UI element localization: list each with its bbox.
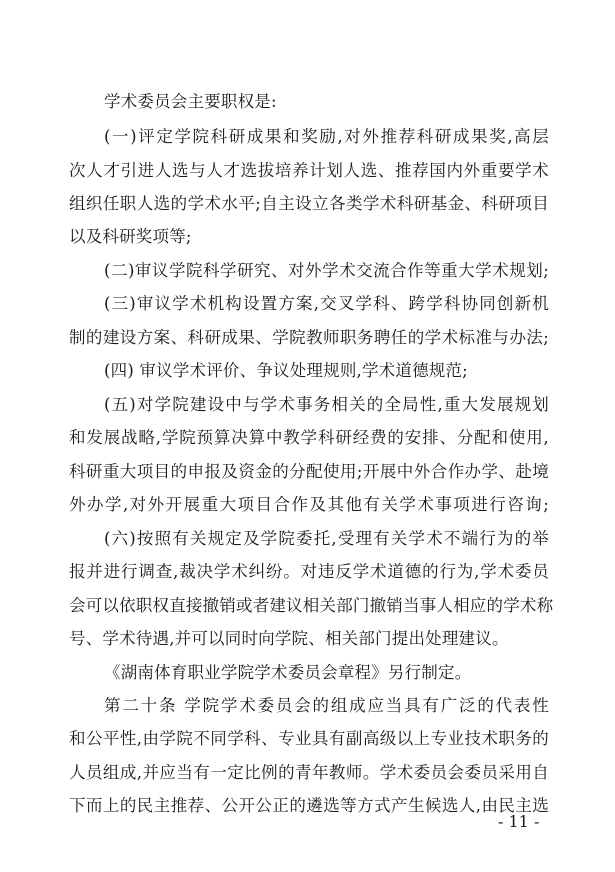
paragraph-line: 科研重大项目的申报及资金的分配使用;开展中外合作办学、赴境 [69,462,549,481]
paragraph-line: 人员组成,并应当有一定比例的青年教师。学术委员会委员采用自 [69,763,549,782]
paragraph-line: (四) 审议学术评价、争议处理规则,学术道德规范; [104,361,468,380]
paragraph-line: (一)评定学院科研成果和奖励,对外推荐科研成果奖,高层 [104,127,549,146]
paragraph-line: 和发展战略,学院预算决算中教学科研经费的安排、分配和使用, [69,428,549,447]
paragraph-line: 以及科研奖项等; [69,227,192,246]
paragraph-line: 报并进行调查,裁决学术纠纷。对违反学术道德的行为,学术委员 [69,562,549,581]
page-number: - 11 - [498,812,540,831]
paragraph-line: 下而上的民主推荐、公开公正的遴选等方式产生候选人,由民主选 [69,796,549,815]
paragraph-line: 学术委员会主要职权是: [104,92,277,111]
paragraph-line: 《湖南体育职业学院学术委员会章程》另行制定。 [104,663,472,682]
paragraph-line: 和公平性,由学院不同学科、专业具有副高级以上专业技术职务的 [69,729,549,748]
paragraph-line: (三)审议学术机构设置方案,交叉学科、跨学科协同创新机 [104,294,549,313]
paragraph-line: (二)审议学院科学研究、对外学术交流合作等重大学术规划; [104,261,549,280]
paragraph-line: 外办学,对外开展重大项目合作及其他有关学术事项进行咨询; [69,495,549,514]
paragraph-line: 制的建设方案、科研成果、学院教师职务聘任的学术标准与办法; [69,328,549,347]
paragraph-line: 组织任职人选的学术水平;自主设立各类学术科研基金、科研项目 [69,194,549,213]
article-heading-line: 第二十条 学院学术委员会的组成应当具有广泛的代表性 [104,696,549,715]
paragraph-line: (六)按照有关规定及学院委托,受理有关学术不端行为的举 [104,529,549,548]
paragraph-line: 号、学术待遇,并可以同时向学院、相关部门提出处理建议。 [69,629,509,648]
paragraph-line: 会可以依职权直接撤销或者建议相关部门撤销当事人相应的学术称 [69,596,554,615]
paragraph-line: (五)对学院建设中与学术事务相关的全局性,重大发展规划 [104,395,549,414]
paragraph-line: 次人才引进人选与人才选拔培养计划人选、推荐国内外重要学术 [69,161,549,180]
